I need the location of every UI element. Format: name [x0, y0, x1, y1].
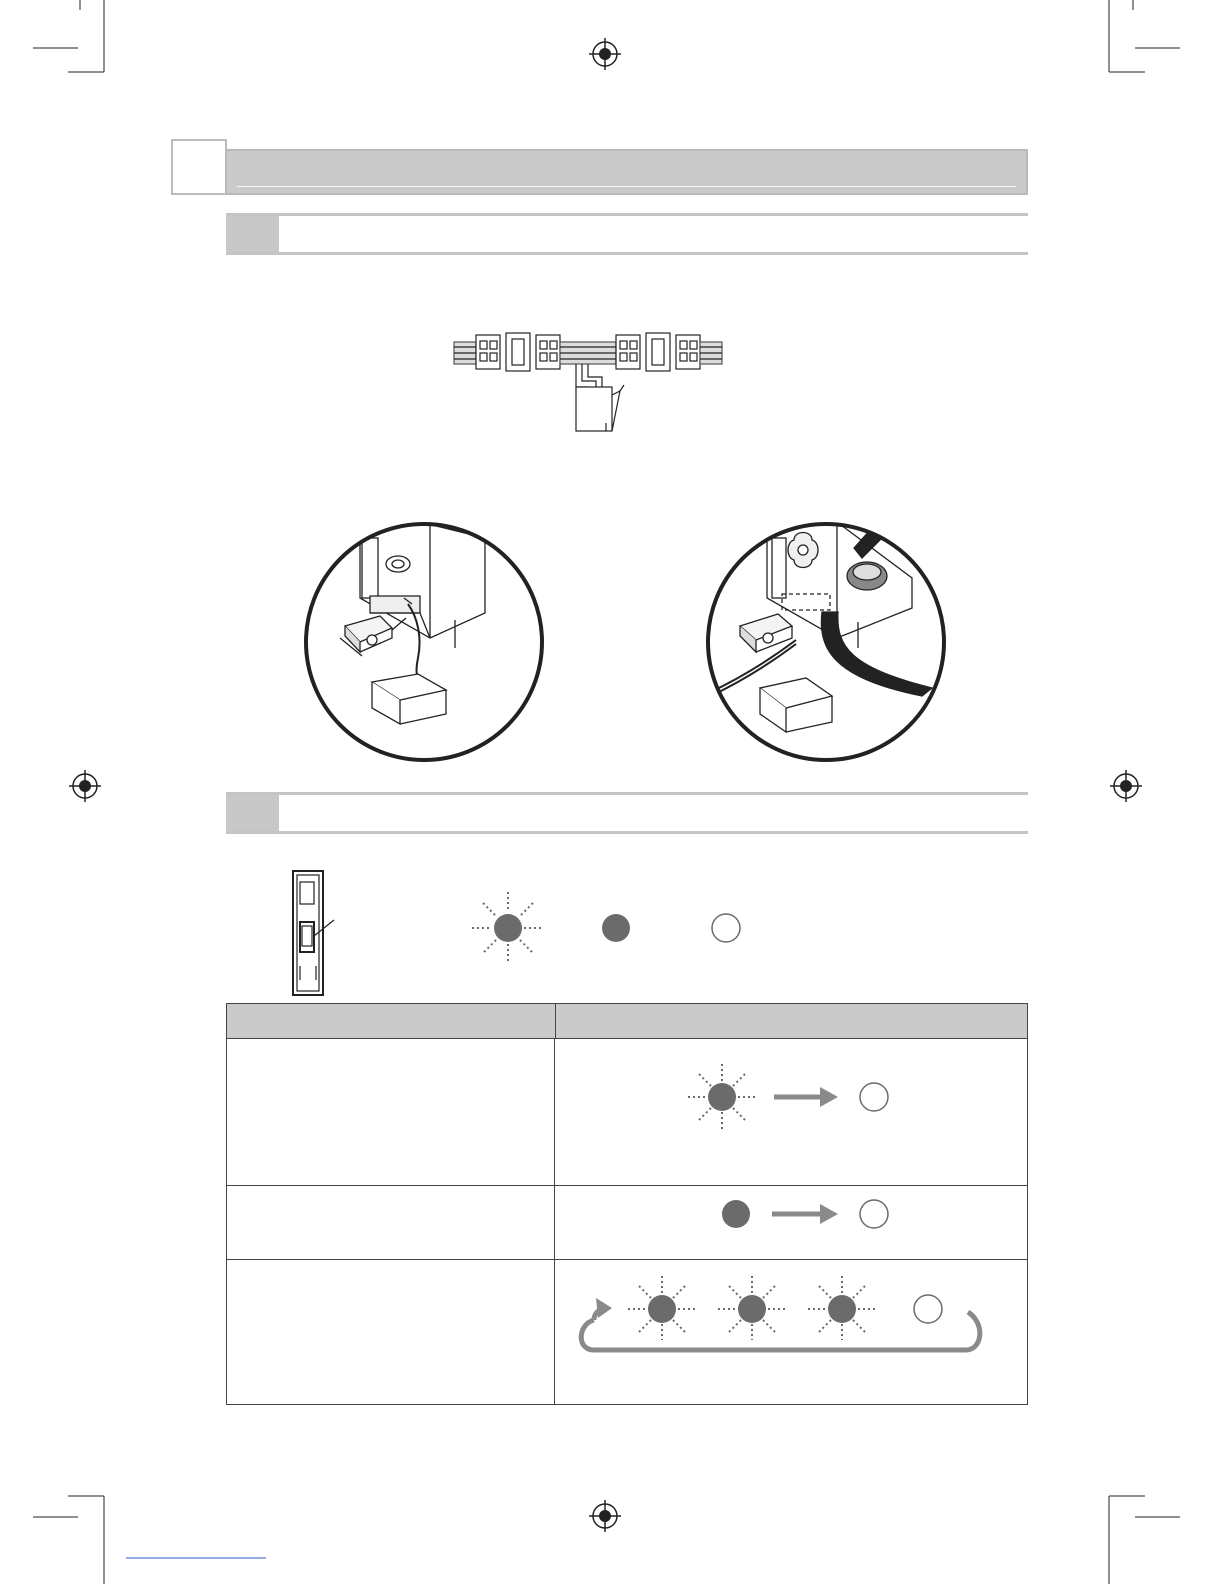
- registration-mark-icon: [589, 1500, 621, 1532]
- section-header-1: [226, 213, 1028, 255]
- led-off-icon: [860, 1083, 888, 1111]
- table-header-row: [226, 1003, 1028, 1039]
- registration-mark-icon: [1110, 770, 1142, 802]
- receiver-unit-illustration: [290, 868, 340, 998]
- led-legend: [470, 890, 760, 966]
- connector-harness-diagram: [450, 325, 730, 437]
- table-row: [226, 1038, 1028, 1185]
- crop-mark-icon: [1109, 1496, 1180, 1584]
- led-off-icon: [914, 1295, 942, 1323]
- led-off-icon: [710, 912, 742, 944]
- led-sequence-lit-to-off: [716, 1194, 896, 1234]
- section-header-2: [226, 792, 1028, 834]
- led-blink-icon: [628, 1276, 696, 1340]
- crop-mark-icon: [1109, 0, 1180, 72]
- registration-mark-icon: [69, 770, 101, 802]
- led-sequence-blink-to-off: [688, 1062, 898, 1134]
- led-blink-icon: [688, 1064, 756, 1130]
- install-detail-right: [702, 518, 950, 766]
- chapter-header: [171, 139, 1028, 195]
- led-blink-icon: [470, 890, 546, 966]
- crop-mark-icon: [33, 0, 104, 72]
- led-off-icon: [860, 1200, 888, 1228]
- led-status-table: [226, 1003, 1028, 1405]
- crop-mark-icon: [33, 1496, 104, 1584]
- led-blink-icon: [718, 1276, 786, 1340]
- install-detail-left: [300, 518, 548, 766]
- led-lit-icon: [722, 1200, 750, 1228]
- led-blink-icon: [808, 1276, 876, 1340]
- table-row: [226, 1186, 1028, 1259]
- section-number-box: [226, 795, 279, 831]
- table-row: [226, 1260, 1028, 1404]
- chapter-number-box: [171, 139, 227, 195]
- right-arrow-icon: [774, 1087, 838, 1107]
- registration-mark-icon: [589, 38, 621, 70]
- led-sequence-blink-loop: [570, 1274, 990, 1360]
- led-lit-icon: [600, 912, 632, 944]
- section-number-box: [226, 216, 279, 252]
- right-arrow-icon: [772, 1204, 838, 1224]
- chapter-title-bar: [225, 149, 1028, 195]
